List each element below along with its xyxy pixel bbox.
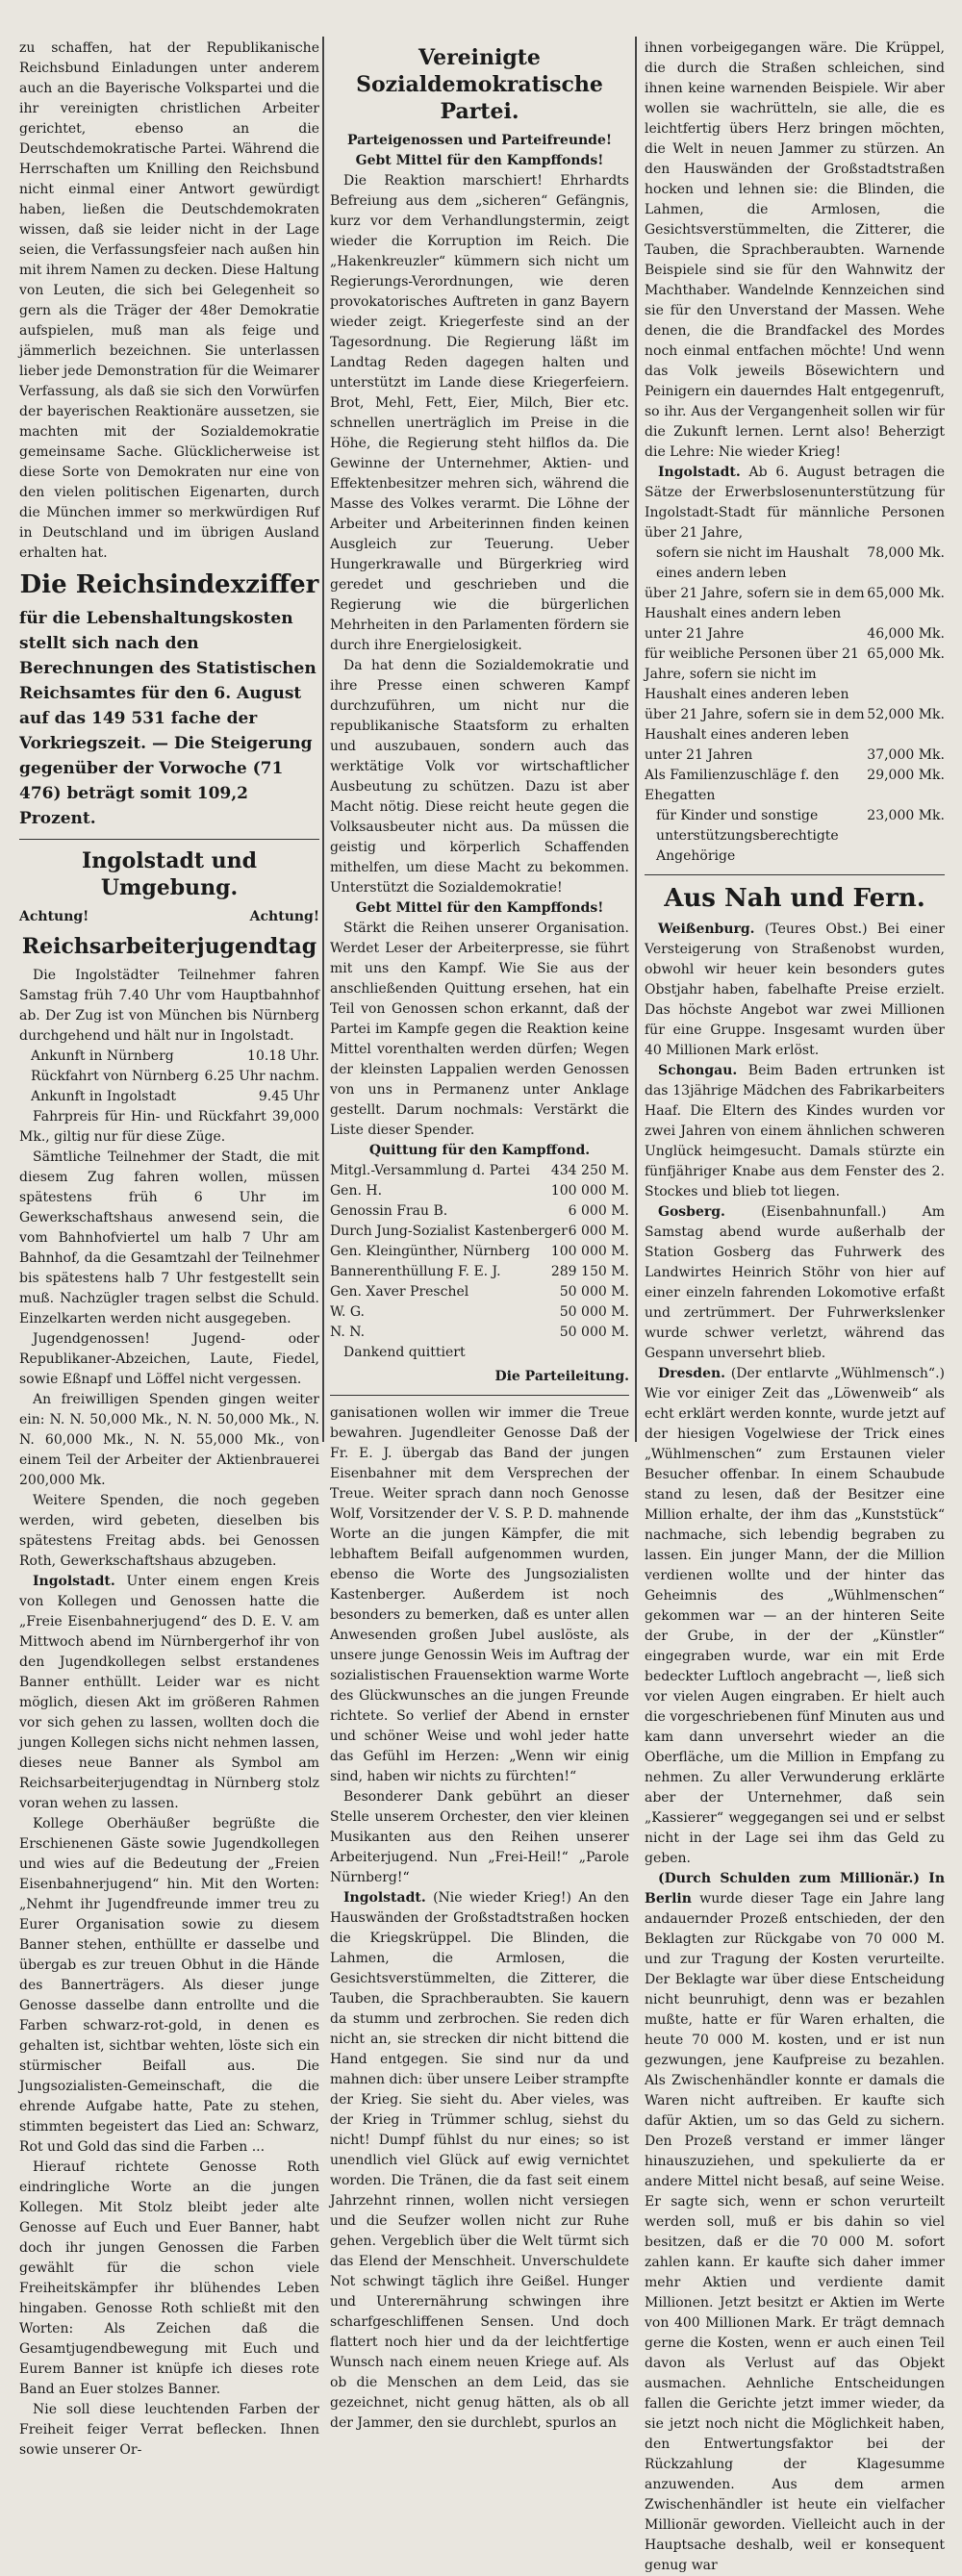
paragraph <box>645 1869 945 2576</box>
quittung-row <box>330 1262 629 1282</box>
quittung-row <box>330 1282 629 1302</box>
donor: N. N. <box>330 1325 366 1340</box>
rate-value: 78,000 Mk. <box>867 545 945 561</box>
vspd-heading: Vereinigte Sozialdemokratische Partei. <box>356 45 603 124</box>
paragraph <box>19 1572 319 1814</box>
paragraph-text: (Teures Obst.) Bei einer Versteigerung von Straßenobst wurden, obwohl wir heuer kein besonders gutes Obstjahr haben, fabelhafte Preise erzielt. Das höchste Angebot war zwei Millionen für eine Gruppe. Insgesamt wurden über 40 Millionen Mark erlöst. <box>645 922 945 1058</box>
amount: 6 000 M. <box>568 1224 629 1239</box>
call-line: Gebt Mittel für den Kampffonds! <box>355 900 604 916</box>
donor: Gen. Kleingünther, Nürnberg <box>330 1244 530 1259</box>
rate-value: 46,000 Mk. <box>867 626 945 642</box>
divider <box>19 839 319 840</box>
rate-label: unter 21 Jahre <box>645 626 745 642</box>
rate-value: 65,000 Mk. <box>867 646 945 662</box>
rate-row <box>645 806 945 867</box>
quittung-row <box>330 1323 629 1343</box>
donor: Mitgl.-Versammlung d. Partei <box>330 1163 530 1178</box>
paragraph <box>645 1061 945 1202</box>
rate-value: 37,000 Mk. <box>867 747 945 763</box>
paragraph: Kollege Oberhäußer begrüßte die Erschienenen Gäste sowie Jugendkollegen und wies auf die Bedeutung der „Freien Eisenbahnerjugend“ hin. Mit den Worten: „Nehmt ihr Jugendfreunde immer treu zu Eurer Organisation sowie zu diesem Banner stehen, enthüllte er dasselbe und übergab es zur treuen Obhut in die Hände des Bannerträgers. Als dieser junge Genosse dasselbe dann entrollte und die Farben schwarz-rot-gold, in denen es gehalten ist, sichtbar wehten, löste sich ein stürmischer Beifall aus. Die Jungsozialisten-Gemeinschaft, die die ehrende Aufgabe hatte, Pate zu stehen, stimmten begeistert das Lied an: Schwarz, Rot und Gold das sind die Farben ... <box>19 1816 319 2155</box>
vspd-subheading: Parteigenossen und Parteifreunde! Gebt Mittel für den Kampffonds! <box>346 133 613 168</box>
paragraph: Besonderer Dank gebührt an dieser Stelle unserem Orchester, den vier kleinen Musikanten aus den Reihen unserer Arbeiterjugend. Nun „Frei-Heil!“ „Parole Nürnberg!“ <box>330 1789 629 1885</box>
rate-row <box>645 543 945 584</box>
column-left <box>19 38 319 2458</box>
donor: Gen. Xaver Preschel <box>330 1284 469 1300</box>
column-right <box>645 38 946 2573</box>
donor: Genossin Frau B. <box>330 1203 448 1219</box>
paragraph: Fahrpreis für Hin- und Rückfahrt 39,000 Mk., giltig nur für diese Züge. <box>19 1109 319 1145</box>
paragraph <box>645 920 945 1061</box>
rajt-heading: Reichsarbeiterjugendtag <box>21 934 317 959</box>
article-intro-text: zu schaffen, hat der Republikanische Reichsbund Einladungen unter anderem auch an die Bayerische Volkspartei und die ihr vereinigten christlichen Arbeiter gerichtet, ebenso an die Deutschdemokratische Partei. Während die Herrschaften um Knilling den Reichsbund nicht einmal einer Antwort gewürdigt haben, ließen die Deutschdemokraten wissen, daß sie leider nicht in der Lage seien, die Verfassungsfeier nach außen hin mit ihrem Namen zu decken. Diese Haltung von Leuten, die sich bei Gelegenheit so gern als die Träger der 48er Demokratie aufspielen, muß man als feige und jämmerlich bezeichnen. Sie unterlassen lieber jede Demonstration für die Weimarer Verfassung, als daß sie sich den Vorwürfen der bayerischen Reaktionäre aussetzen, sie machten mit der Sozialdemokratie gemeinsame Sache. Glücklicherweise ist diese Sorte von Demokraten nur eine von den vielen politischen Eigenarten, durch die München immer so merkwürdigen Ruf in Deutschland und im übrigen Ausland erhalten hat. <box>19 40 319 561</box>
place-lead: (Durch Schulden zum Millionär.) In Berlin <box>645 1871 945 1907</box>
rate-value: 29,000 Mk. <box>867 768 945 783</box>
paragraph: ihnen vorbeigegangen wäre. Die Krüppel, die durch die Straßen schleichen, sind ihnen keine warnenden Beispiele. Wir aber wollen sie wachrütteln, sie alle, die es leichtfertig übers Herz bringen möchten, die Welt in neuen Jammer zu stürzen. An den Hauswänden der Großstadtstraßen hocken und lehnen sie: die Blinden, die Lahmen, die Armlosen, die Gesichtsverstümmelten, die Zitterer, die Tauben, die Sprachberaubten. Warnende Beispiele sind sie für den Wahnwitz der Machthaber. Wandelnde Kennzeichen sind sie für den Unverstand der Massen. Wehe denen, die die Brandfackel des Mordes noch einmal entfachen möchte! Und wenn das Volk jeweils Bösewichtern und Peinigern ein dauerndes Halt entgegenruft, so ihr. Aus der Vergangenheit sollen wir für die Zukunft lernen. Lernt also! Beherzigt die Lehre: Nie wieder Krieg! <box>645 40 945 460</box>
rate-label: für Kinder und sonstige unterstützungsberechtigte Angehörige <box>656 808 839 864</box>
paragraph-text: (Nie wieder Krieg!) An den Hauswänden der Großstadtstraßen hocken die Kriegskrüppel. Die Blinden, die Lahmen, die Armlosen, die Gesichtsverstümmelten, die Zitterer, die Tauben, die Sprachberaubten. Sie kauern da stumm und zerbrochen. Sie reden dich nicht an, sie strecken dir nicht bittend die Hand entgegen. Sie sind nur da und mahnen dich: über unsere Leiber strampfte der Krieg. Sie sieht du. Aber vieles, was der Krieg in Trümmer schlug, siehst du nicht! Dumpf fühlst du nur eines; so ist unendlich viel Glück auf ewig vernichtet worden. Die Tränen, die da fast seit einem Jahrzehnt rinnen, wollen nicht versiegen und die Seufzer wollen nicht zur Ruhe gehen. Vergeblich über die Welt türmt sich das Elend der Menschheit. Unverschuldete Not schwingt täglich ihre Geißel. Hunger und Unterernährung schwingen ihre scharfgeschliffenen Sensen. Und doch flattert noch hier und da der leichtfertige Wunsch nach einem neuen Kriege auf. Als ob die Menschen an dem Leid, das sie gezeichnet, nicht genug hätten, als ob all der Jammer, den sie durchlebt, spurlos an <box>330 1890 629 2431</box>
rate-label: unter 21 Jahren <box>645 747 753 763</box>
rate-row <box>645 705 945 745</box>
place-lead: Ingolstadt. <box>33 1574 115 1589</box>
quittung-heading: Quittung für den Kampffond. <box>368 1143 591 1158</box>
achtung-line <box>19 907 319 927</box>
schedule-row <box>19 1087 319 1107</box>
paragraph: Die Reaktion marschiert! Ehrhardts Befreiung aus dem „sicheren“ Gefängnis, kurz vor dem Verhandlungstermin, zeigt wieder die Korruption im Reich. Die „Hakenkreuzler“ kümmern sich nicht um Regierungs-Verordnungen, wie deren provokatorisches Auftreten in ganz Bayern wieder zeigt. Kriegerfeste sind an der Tagesordnung. Die Regierung läßt im Landtag Reden dagegen halten und unterstützt im Lande diese Kriegerfeiern. Brot, Mehl, Fett, Eier, Milch, Bier etc. schnellen unerträglich im Preise in die Höhe, die Regierung steht hilflos da. Die Gewinne der Unternehmer, Aktien- und Effektenbesitzer mehren sich, während die Masse des Volkes verarmt. Die Löhne der Arbeiter und Arbeiterinnen finden keinen Ausgleich zur Teuerung. Ueber Hungerkrawalle und Bürgerkrieg wird geredet und geschrieben und die Regierung wie die bürgerlichen Mehrheiten in den Parlamenten fördern sie durch ihre Energielosigkeit. <box>330 173 629 653</box>
amount: 100 000 M. <box>550 1183 629 1199</box>
schedule-row <box>19 1067 319 1087</box>
divider <box>645 874 945 875</box>
rate-label: über 21 Jahre, sofern sie in dem Haushalt eines anderen leben <box>645 707 865 743</box>
paragraph: Die Ingolstädter Teilnehmer fahren Samstag früh 7.40 Uhr vom Hauptbahnhof ab. Der Zug ist von München bis Nürnberg durchgehend und hält nur in Ingolstadt. <box>19 968 319 1044</box>
paragraph: Nie soll diese leuchtenden Farben der Freiheit feiger Verrat beflecken. Ihnen sowie unserer Or- <box>19 2402 319 2458</box>
paragraph-text: Ab 6. August betragen die Sätze der Erwerbslosenunterstützung für Ingolstadt-Stadt für männliche Personen über 21 Jahre, <box>645 465 946 541</box>
reichsindex-heading: Die Reichsindexziffer <box>19 570 319 599</box>
amount: 50 000 M. <box>559 1304 629 1320</box>
achtung-left: Achtung! <box>19 909 89 924</box>
column-middle <box>330 38 629 2431</box>
paragraph: Da hat denn die Sozialdemokratie und ihre Presse einen schweren Kampf durchzuführen, um nicht nur die republikanische Staatsform zu erhalten und auszubauen, sondern auch das werktätige Volk vor wirtschaftlicher Ausbeutung zu schützen. Dazu ist aber Macht nötig. Diese reicht heute gegen die Volksausbeuter nicht aus. Da müssen die geistig und körperlich Schaffenden mithelfen, um diese Macht zu bekommen. Unterstützt die Sozialdemokratie! <box>330 658 629 896</box>
rate-label: für weibliche Personen über 21 Jahre, sofern sie nicht im Haushalt eines anderen leben <box>645 646 859 702</box>
reichsindex-text: für die Lebenshaltungskosten stellt sich nach den Berechnungen des Statistischen Reichsamtes für den 6. August auf das 149 531 fache der Vorkriegszeit. — Die Steigerung gegenüber der Vorwoche (71 476) beträgt somit 109,2 Prozent. <box>19 609 316 828</box>
rate-value: 65,000 Mk. <box>867 586 945 601</box>
amount: 100 000 M. <box>550 1244 629 1259</box>
amount: 6 000 M. <box>568 1203 629 1219</box>
rate-row <box>645 766 945 806</box>
quittung-row <box>330 1242 629 1262</box>
amount: 289 150 M. <box>550 1264 629 1279</box>
place-lead: Schongau. <box>658 1063 738 1078</box>
place-lead: Dresden. <box>658 1366 726 1381</box>
paragraph-text: Beim Baden ertrunken ist das 13jährige Mädchen des Fabrikarbeiters Haaf. Die Eltern des Kindes wurden vor zwei Jahren von einem ähnlichen schweren Unglück heimgesucht. Damals stürzte ein fünfjähriger Knabe aus dem Fenster des 2. Stockes und blieb tot liegen. <box>645 1063 945 1200</box>
paragraph-text: (Eisenbahnunfall.) Am Samstag abend wurde außerhalb der Station Gosberg das Fuhrwerk des Landwirtes Heinrich Stöhr von hier auf einer einzeln fahrenden Lokomotive erfaßt und zertrümmert. Der Fuhrwerkslenker wurde schwer verletzt, während das Gespann unversehrt blieb. <box>645 1204 945 1361</box>
paragraph: ganisationen wollen wir immer die Treue bewahren. Jugendleiter Genosse Daß der Fr. E. J. übergab das Band der jungen Eisenbahner mit dem Versprechen der Treue. Weiter sprach dann noch Genosse Wolf, Vorsitzender der V. S. P. D. mahnende Worte an die jungen Kämpfer, die mit lebhaftem Beifall aufgenommen wurden, ebenso die Worte des Jungsozialisten Kastenberger. Außerdem ist noch besonders zu bemerken, daß es unter allen Anwesenden großen Jubel auslöste, als unsere junge Genossin Weis im Auftrag der sozialistischen Frauensektion warme Worte des Glückwunsches an die jungen Freunde richtete. So verlief der Abend in ernster und schöner Weise und wohl jeder hatte das Gefühl im Herzen: „Wenn wir einig sind, haben wir nichts zu fürchten!“ <box>330 1405 629 1784</box>
donor: Bannerenthüllung F. E. J. <box>330 1264 501 1279</box>
rate-row <box>645 624 945 644</box>
rate-label: Als Familienzuschläge f. den Ehegatten <box>645 768 840 803</box>
paragraph-text: (Der entlarvte „Wühlmensch“.) Wie vor einiger Zeit das „Löwenweib“ als echt erklärt werden konnte, wurde jetzt auf der hiesigen Vogelwiese der Trick eines „Wühlmenschen“ zum Erstaunen vieler Besucher offenbar. In einem Schaubude stand zu lesen, daß der Besitzer eine Million erhalte, der ihm das „Kunststück“ nachmache, sich lebendig begraben zu lassen. Ein junger Mann, der die Million verdienen wollte und der hinter das Geheimnis des „Wühlmenschen“ gekommen war — an der hinteren Seite der Grube, in der der „Künstler“ eingegraben wurde, war ein mit Erde bedeckter Luftloch angebracht —, ließ sich vor vielen Augen eingraben. Er hielt auch die vorgeschriebenen fünf Minuten aus und kam dann unversehrt wieder an die Oberfläche, um die Million in Empfang zu nehmen. Zu aller Verwunderung erklärte aber der Unternehmer, daß sein „Kassierer“ weggegangen sei und er selbst nicht in der Lage sei ihm das Geld zu geben. <box>645 1366 946 1866</box>
amount: 50 000 M. <box>559 1284 629 1300</box>
place-lead: Weißenburg. <box>658 922 755 937</box>
rate-label: über 21 Jahre, sofern sie in dem Haushalt eines andern leben <box>645 586 865 621</box>
quittung-row <box>330 1222 629 1242</box>
paragraph <box>645 1202 945 1364</box>
quittung-row <box>330 1201 629 1222</box>
schedule-time: 10.18 Uhr. <box>247 1048 319 1064</box>
divider <box>330 1395 629 1396</box>
achtung-right: Achtung! <box>249 909 319 924</box>
place-lead: Ingolstadt. <box>343 1890 426 1906</box>
column-rule <box>635 37 637 1442</box>
paragraph: Jugendgenossen! Jugend- oder Republikaner-Abzeichen, Laute, Fiedel, sowie Eßnapf und Löffel nicht vergessen. <box>19 1331 319 1387</box>
schedule-label: Ankunft in Nürnberg <box>31 1048 174 1064</box>
donor: W. G. <box>330 1304 365 1320</box>
rate-row <box>645 745 945 766</box>
paragraph: An freiwilligen Spenden gingen weiter ein: N. N. 50,000 Mk., N. N. 50,000 Mk., N. N. 60,000 Mk., N. N. 55,000 Mk., von einem Teil der Arbeiter der Aktienbrauerei 200,000 Mk. <box>19 1392 319 1488</box>
quittung-row <box>330 1161 629 1181</box>
signature: Die Parteileitung. <box>494 1369 629 1384</box>
amount: 50 000 M. <box>559 1325 629 1340</box>
place-lead: Ingolstadt. <box>658 465 741 480</box>
paragraph: Hierauf richtete Genosse Roth eindringliche Worte an die jungen Kollegen. Mit Stolz bleibt jeder alte Genosse auf Euch und Euer Banner, habt doch ihr jungen Genossen die Farben gewählt für die schon viele Freiheitskämpfer ihr blühendes Leben hingaben. Genosse Roth schließt mit den Worten: Als Zeichen daß die Gesamtjugendbewegung mit Euch und Eurem Banner ist knüpfe ich dieses rote Band an Euer stolzes Banner. <box>19 2159 319 2397</box>
dankend-line: Dankend quittiert <box>343 1345 466 1360</box>
paragraph <box>330 1888 629 2434</box>
schedule-time: 9.45 Uhr <box>258 1089 319 1104</box>
column-rule <box>322 37 324 1442</box>
schedule-time: 6.25 Uhr nachm. <box>204 1069 319 1084</box>
paragraph-text: wurde dieser Tage ein Jahre lang andauernder Prozeß entschieden, der den Beklagten zur Rückgabe von 70 000 M. und zur Tragung der Kosten verurteilte. Der Beklagte war über diese Entscheidung nicht beunruhigt, denn was er bezahlen mußte, hatte er für Waren erhalten, die heute 70 000 M. kosten, und er ist nun gezwungen, jene Kaufpreise zu bezahlen. Als Zwischenhändler konnte er damals die Waren nicht auftreiben. Er kaufte sich dafür Aktien, um so das Geld zu sichern. Den Prozeß verstand er immer länger hinauszuziehen, und spekulierte da er andere Mittel nicht besaß, auf seine Weise. Er sagte sich, wenn er schon verurteilt werden soll, muß er bis dahin so viel besitzen, daß er die 70 000 M. sofort zahlen kann. Er kaufte sich daher immer mehr Aktien und verdiente damit Millionen. Jetzt besitzt er Aktien im Werte von 400 Millionen Mark. Er trägt demnach gerne die Kosten, wenn er auch einen Teil davon als Verlust auf das Objekt ausmachen. Aehnliche Entscheidungen fallen die Gerichte jetzt immer wieder, da sie jetzt noch nicht die Möglichkeit haben, den Entwertungsfaktor bei der Rückzahlung der Klagesumme anzuwenden. Aus dem armen Zwischenhändler ist heute ein vielfacher Millionär geworden. Vielleicht auch in der Hauptsache deshalb, weil er konsequent genug war <box>645 1891 945 2573</box>
schedule-label: Ankunft in Ingolstadt <box>31 1089 177 1104</box>
schedule-label: Rückfahrt von Nürnberg <box>31 1069 199 1084</box>
rate-value: 23,000 Mk. <box>867 808 945 823</box>
paragraph: Weitere Spenden, die noch gegeben werden, wird gebeten, dieselben bis spätestens Freitag abds. bei Genossen Roth, Gewerkschaftshaus abzugeben. <box>19 1493 319 1569</box>
schedule-row <box>19 1047 319 1067</box>
quittung-row <box>330 1181 629 1201</box>
paragraph <box>645 463 945 543</box>
paragraph <box>645 1364 945 1869</box>
paragraph: Stärkt die Reihen unserer Organisation. Werdet Leser der Arbeiterpresse, sie führt mit uns den Kampf. Wie Sie aus der anschließenden Quittung ersehen, hat ein Teil von Genossen schon erkannt, daß der Partei im Kampfe gegen die Reaktion keine Mittel vorenthalten werden dürfen; Wegen der kleinsten Lappalien werden Genossen von uns in Permanenz unter Anklage gestellt. Darum nochmals: Verstärkt die Liste dieser Spender. <box>330 921 629 1138</box>
rate-row <box>645 644 945 705</box>
rate-label: sofern sie nicht im Haushalt eines andern leben <box>656 545 849 581</box>
place-lead: Gosberg. <box>658 1204 725 1220</box>
quittung-row <box>330 1302 629 1323</box>
rate-row <box>645 584 945 624</box>
donor: Gen. H. <box>330 1183 383 1199</box>
rate-value: 52,000 Mk. <box>867 707 945 722</box>
nah-fern-heading: Aus Nah und Fern. <box>664 884 925 913</box>
paragraph-text: Unter einem engen Kreis von Kollegen und Genossen hatte die „Freie Eisenbahnerjugend“ des D. E. V. am Mittwoch abend im Nürnbergerhof ihr von den Jugendkollegen selbst erstandenes Banner enthüllt. Leider war es nicht möglich, diesen Akt im größeren Rahmen vor sich gehen zu lassen, wollten doch die jungen Kollegen sichs nicht nehmen lassen, dieses neue Banner als Symbol am Reichsarbeiterjugendtag in Nürnberg stolz voran wehen zu lassen. <box>19 1574 319 1811</box>
paragraph: Sämtliche Teilnehmer der Stadt, die mit diesem Zug fahren wollen, müssen spätestens früh 6 Uhr im Gewerkschaftshaus anwesend sein, die vom Bahnhofviertel um halb 7 Uhr am Bahnhof, da die Gesamtzahl der Teilnehmer bis spätestens halb 7 Uhr festgestellt sein muß. Nachzügler tragen selbst die Schuld. Einzelkarten werden nicht ausgegeben. <box>19 1149 319 1326</box>
amount: 434 250 M. <box>550 1163 629 1178</box>
donor: Durch Jung-Sozialist Kastenberger <box>330 1224 568 1239</box>
ingolstadt-heading: Ingolstadt und Umgebung. <box>81 848 258 900</box>
